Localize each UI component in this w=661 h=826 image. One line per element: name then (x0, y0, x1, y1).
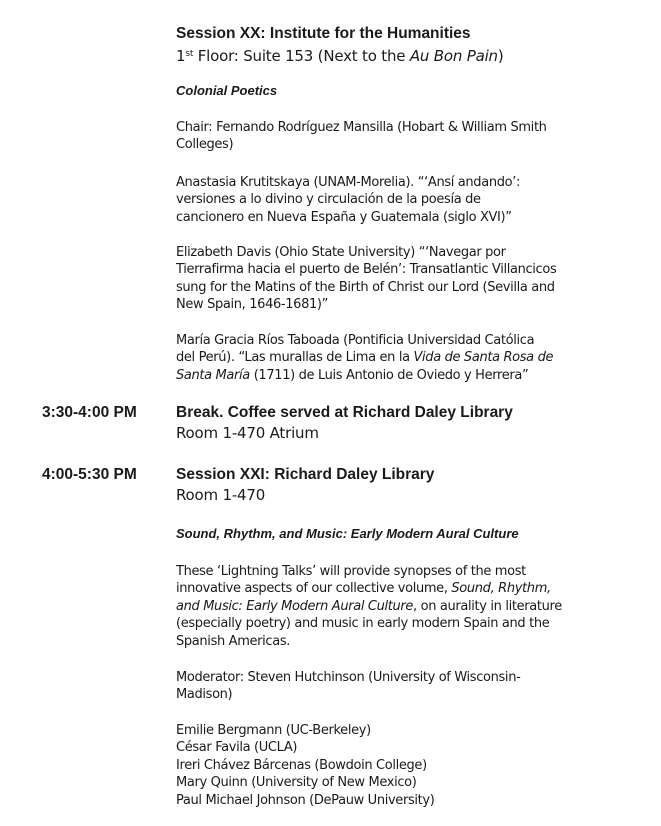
session-xxi-room: Room 1-470 (176, 486, 266, 504)
lightning-talks-description: These ‘Lightning Talks’ will provide synopses of the most innovative aspects of our collective volume, Sound, Rhythm, and Music: Early Modern Aural Culture, on aurality in literature (especially poetry) and music in early modern Spain and the Spanish Americas. (176, 564, 562, 649)
session-xxi-block (176, 465, 642, 505)
list-item: Mary Quinn (University of New Mexico) (176, 775, 417, 791)
list-item: Ireri Chávez Bárcenas (Bowdoin College) (176, 757, 427, 773)
break-time: 3:30-4:00 PM (42, 404, 137, 421)
session-xx-block (176, 24, 642, 66)
paper-rios-taboada: María Gracia Ríos Taboada (Pontificia Universidad Católica del Perú). “Las murallas de Lima en la Vida de Santa Rosa de Santa María (1711) de Luis Antonio de Oviedo y Herrera” (176, 333, 554, 383)
break-block (176, 403, 642, 443)
list-item: Emilie Bergmann (UC-Berkeley) (176, 723, 371, 738)
session-xxi-time: 4:00-5:30 PM (42, 466, 137, 483)
session-xxi-title: Session XXI: Richard Daley Library (176, 466, 435, 483)
paper-davis: Elizabeth Davis (Ohio State University) “‘Navegar por Tierrafirma hacia el puerto de Belén’: Transatlantic Villancicos sung for the Matins of the Birth of Christ our Lord (Sevilla and New Spain, 1646-1681)” (176, 245, 557, 313)
session-xx-room: 1st Floor: Suite 153 (Next to the Au Bon Pain) (176, 47, 504, 65)
panel-title-sound-rhythm-music: Sound, Rhythm, and Music: Early Modern Aural Culture (176, 526, 519, 541)
list-item: Paul Michael Johnson (DePauw University) (176, 792, 435, 808)
panel-title-colonial-poetics: Colonial Poetics (176, 83, 278, 98)
break-room: Room 1-470 Atrium (176, 424, 319, 442)
chair-text: Chair: Fernando Rodríguez Mansilla (Hobart & William Smith Colleges) (176, 120, 547, 153)
moderator-text: Moderator: Steven Hutchinson (University of Wisconsin- Madison) (176, 670, 521, 703)
participants-list (176, 722, 642, 809)
break-title: Break. Coffee served at Richard Daley Library (176, 404, 513, 421)
paper-krutitskaya: Anastasia Krutitskaya (UNAM-Morelia). “‘Ansí andando’: versiones a lo divino y circulación de la poesía de cancionero en Nueva España y Guatemala (siglo XVI)” (176, 175, 521, 225)
list-item: César Favila (UCLA) (176, 740, 298, 756)
session-xx-title: Session XX: Institute for the Humanities (176, 25, 471, 42)
